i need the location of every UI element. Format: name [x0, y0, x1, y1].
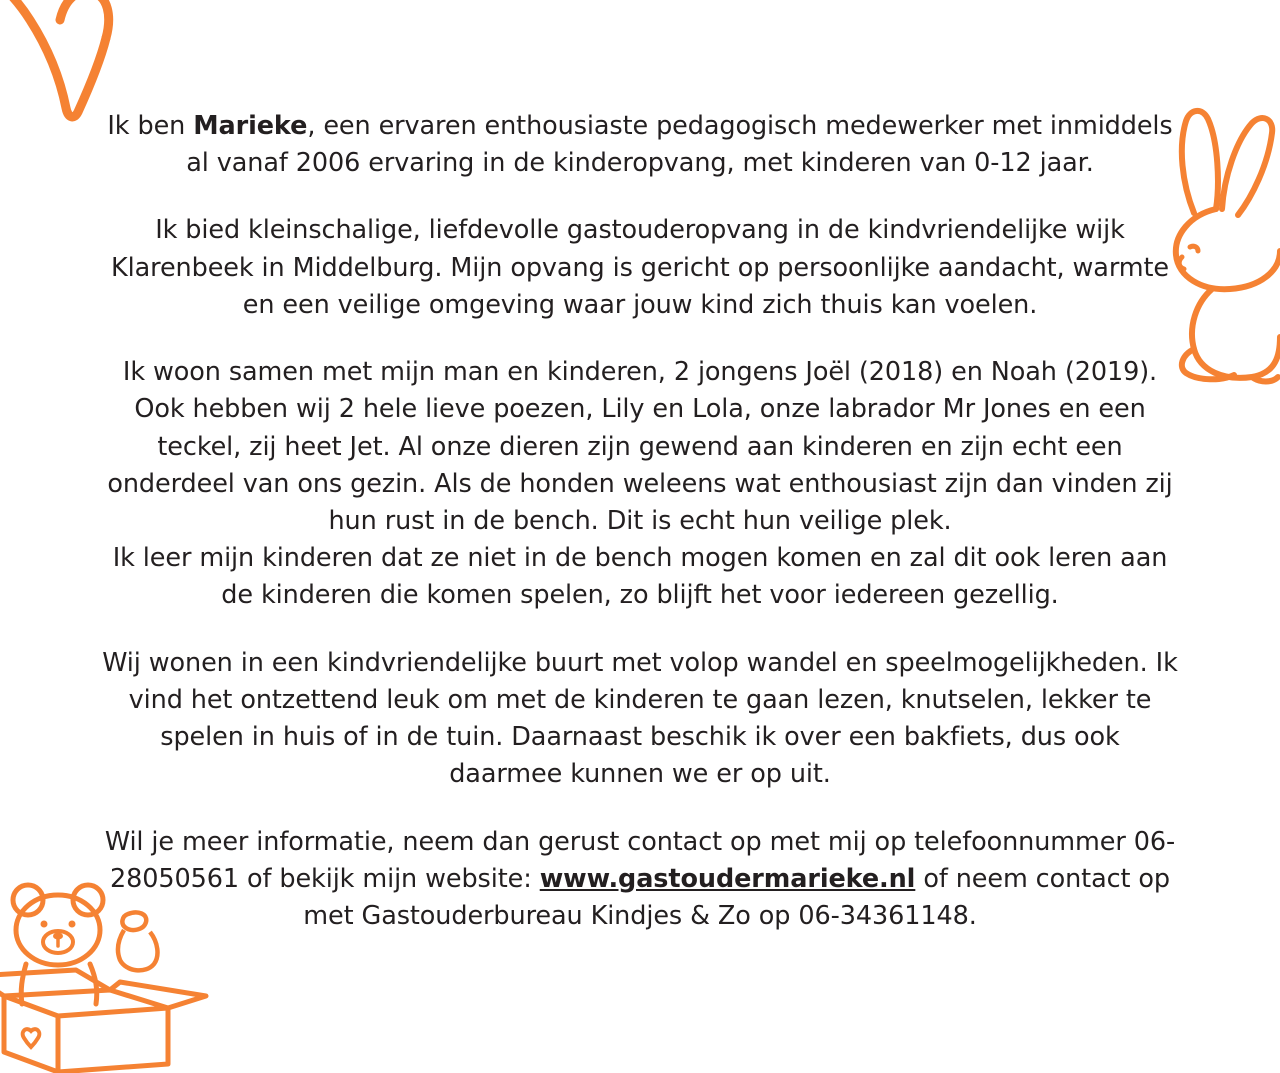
website-link[interactable]: www.gastoudermarieke.nl	[539, 863, 916, 894]
gezin-text: Ik woon samen met mijn man en kinderen, 2 jongens Joël (2018) en Noah (2019). Ook hebben wij 2 hele lieve poezen, Lily en Lola, onze labrador Mr Jones en een teckel, zij heet Jet. Al onze dieren zijn gewend aan kinderen en zijn echt een onderdeel van ons gezin. Als de honden weleens wat enthousiast zijn dan vinden zij hun rust in de bench. Dit is echt hun veilige plek.	[107, 357, 1173, 536]
buurt-text: Wij wonen in een kindvriendelijke buurt met volop wandel en speelmogelijkheden. Ik vind het ontzettend leuk om met de kinderen te gaan lezen, knutselen, lekker te spelen in huis of in de tuin. Daarnaast beschik ik over een bakfiets, dus ook daarmee kunnen we er op uit.	[102, 647, 1178, 790]
bench-regel-text: Ik leer mijn kinderen dat ze niet in de bench mogen komen en zal dit ook leren aan de kinderen die komen spelen, zo blijft het voor iedereen gezellig.	[112, 543, 1168, 611]
paragraph-gezin	[100, 354, 1180, 540]
paragraph-bench-regel	[100, 540, 1180, 614]
intro-text-1: Ik ben	[107, 111, 194, 141]
paragraph-intro	[100, 108, 1180, 182]
intro-text-2: , een ervaren enthousiaste pedagogisch medewerker met inmiddels al vanaf 2006 ervaring in de kinderopvang, met kinderen van 0-12 jaar.	[186, 111, 1173, 179]
paragraph-buurt	[100, 645, 1180, 794]
aanbod-text: Ik bied kleinschalige, liefdevolle gastouderopvang in de kindvriendelijke wijk Klarenbeek in Middelburg. Mijn opvang is gericht op persoonlijke aandacht, warmte en een veilige omgeving waar jouw kind zich thuis kan voelen.	[111, 215, 1169, 320]
paragraph-contact	[100, 824, 1180, 936]
contact-text-2: of neem contact op met Gastouderbureau Kindjes & Zo op 06-34361148.	[303, 863, 1171, 931]
paragraph-aanbod	[100, 212, 1180, 324]
author-name: Marieke	[193, 111, 308, 141]
contact-text-1: Wil je meer informatie, neem dan gerust contact op met mij op telefoonnummer 06-28050561 of bekijk mijn website:	[104, 826, 1176, 894]
